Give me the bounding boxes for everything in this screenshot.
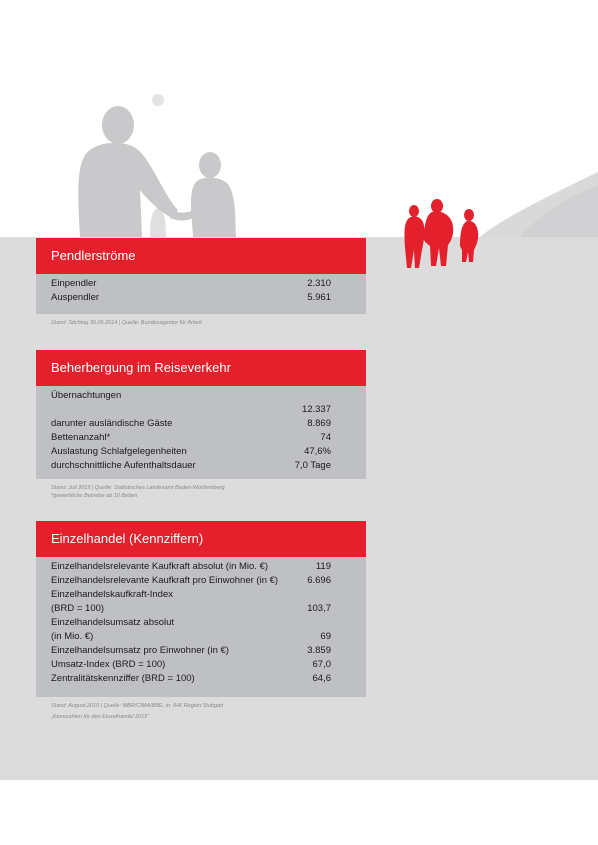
table-row (51, 277, 331, 291)
einzelhandel-body (36, 557, 366, 697)
beherbergung-title: Beherbergung im Reiseverkehr (36, 350, 366, 386)
source-note: Stand: August 2015 | Quelle: MBR/CIMA/BBE, in: IHK Region Stuttgart (51, 703, 224, 709)
table-row (51, 602, 331, 616)
row-value: 119 (315, 561, 331, 572)
table-row (51, 616, 331, 630)
pendler-panel (36, 238, 366, 327)
row-value: 12.337 (301, 404, 331, 415)
table-row (51, 417, 331, 431)
pendler-title: Pendlerströme (36, 238, 366, 274)
row-label: Übernachtungen (51, 390, 122, 401)
table-row (51, 560, 331, 574)
row-label: durchschnittliche Aufenthaltsdauer (51, 460, 196, 471)
einzelhandel-title: Einzelhandel (Kennziffern) (36, 521, 366, 557)
row-label: Einzelhandelsumsatz pro Einwohner (in €) (51, 645, 229, 656)
table-row (51, 445, 331, 459)
row-label: Auspendler (51, 292, 100, 303)
beherbergung-body (36, 386, 366, 479)
table-row (51, 431, 331, 445)
row-label: (BRD = 100) (51, 603, 105, 614)
table-row (51, 672, 331, 686)
row-label: Einzelhandelsumsatz absolut (51, 617, 175, 628)
row-value: 69 (320, 631, 331, 642)
beherbergung-panel (36, 350, 366, 500)
footnote: *gewerbliche Betriebe ab 10 Betten (51, 493, 138, 499)
source-note-publication: „Kennzahlen für den Einzelhandel 2015“ (51, 714, 150, 720)
row-value: 103,7 (307, 603, 331, 614)
row-value: 2.310 (307, 278, 331, 289)
table-row (51, 291, 331, 305)
row-value: 6.696 (307, 575, 331, 586)
row-value: 74 (320, 432, 331, 443)
table-row (51, 459, 331, 473)
table-row (51, 630, 331, 644)
source-note: Stand: Juli 2015 | Quelle: Statistisches Landesamt Baden-Württemberg (51, 485, 225, 491)
row-label: Auslastung Schlafgelegenheiten (51, 446, 187, 457)
row-label: Einpendler (51, 278, 97, 289)
row-value: 8.869 (307, 418, 331, 429)
row-value: 64,6 (312, 673, 331, 684)
row-label: (in Mio. €) (51, 631, 94, 642)
table-row (51, 588, 331, 602)
walking-people-silhouette (404, 199, 478, 268)
table-row (51, 389, 331, 403)
table-row (51, 644, 331, 658)
row-value: 7,0 Tage (294, 460, 331, 471)
row-label: Bettenanzahl* (51, 432, 111, 443)
table-row (51, 574, 331, 588)
einzelhandel-panel (36, 521, 366, 721)
row-value: 5.961 (307, 292, 331, 303)
source-note: Stand: Stichtag 30.06.2014 | Quelle: Bundesagentur für Arbeit (51, 320, 202, 326)
row-label: Einzelhandelsrelevante Kaufkraft pro Einwohner (in €) (51, 575, 279, 586)
row-label: Einzelhandelsrelevante Kaufkraft absolut (in Mio. €) (51, 561, 269, 572)
row-label: darunter ausländische Gäste (51, 418, 173, 429)
row-value: 67,0 (312, 659, 331, 670)
table-row (51, 658, 331, 672)
row-label: Zentralitätskennziffer (BRD = 100) (51, 673, 195, 684)
handshake-silhouette (78, 94, 598, 237)
row-value: 3.859 (307, 645, 331, 656)
pendler-body (36, 274, 366, 314)
row-label: Umsatz-Index (BRD = 100) (51, 659, 166, 670)
row-label: Einzelhandelskaufkraft-Index (51, 589, 173, 600)
row-value: 47,6% (304, 446, 331, 457)
table-row (51, 403, 331, 417)
